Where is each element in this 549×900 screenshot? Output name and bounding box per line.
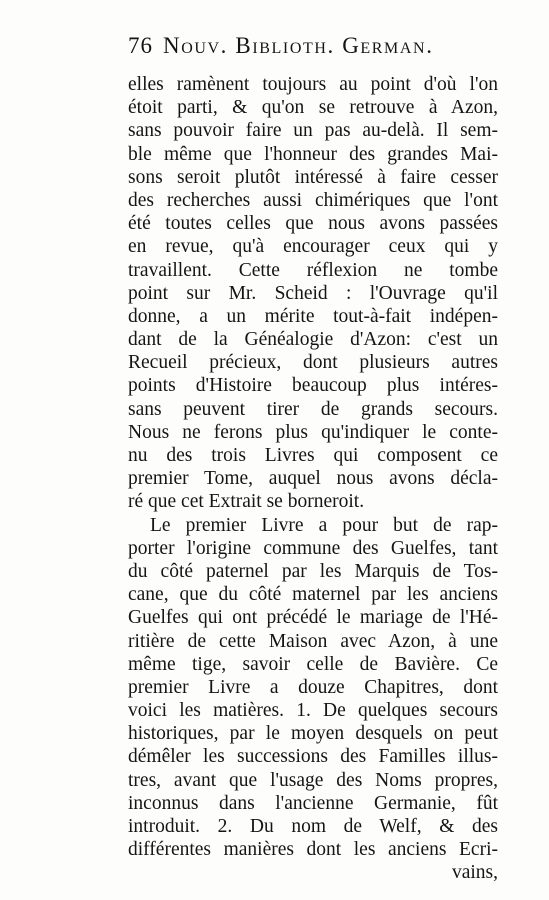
text-line: des recherches aussi chimériques que l'ont: [128, 189, 498, 211]
running-title: Nouv. Biblioth. German.: [163, 33, 434, 58]
text-line: points d'Histoire beaucoup plus intéres-: [128, 375, 498, 397]
text-line: sans pouvoir faire un pas au-delà. Il sem-: [128, 120, 498, 142]
text-line: historiques, par le moyen desquels on peut: [128, 723, 498, 745]
text-line: ritière de cette Maison avec Azon, à une: [128, 630, 498, 652]
text-line: Nous ne ferons plus qu'indiquer le conte-: [128, 421, 498, 443]
running-header: [128, 30, 498, 62]
text-line: dant de la Généalogie d'Azon: c'est un: [128, 329, 498, 351]
text-line: voici les matières. 1. De quelques secours: [128, 700, 498, 722]
page-number: 76: [128, 33, 153, 58]
text-line: en revue, qu'à encourager ceux qui y: [128, 236, 498, 258]
text-line: été toutes celles que nous avons passées: [128, 213, 498, 235]
text-line: ble même que l'honneur des grandes Mai-: [128, 143, 498, 165]
text-line: cane, que du côté maternel par les anciens: [128, 584, 498, 606]
text-line: Guelfes qui ont précédé le mariage de l'Hé-: [128, 607, 498, 629]
text-line: étoit parti, & qu'on se retrouve à Azon,: [128, 97, 498, 119]
text-line: tres, avant que l'usage des Noms propres,: [128, 769, 498, 791]
text-line: premier Tome, auquel nous avons décla-: [128, 468, 498, 490]
text-line: sons seroit plutôt intéressé à faire cesser: [128, 166, 498, 188]
text-line: introduit. 2. Du nom de Welf, & des: [128, 816, 498, 837]
text-line: Recueil précieux, dont plusieurs autres: [128, 352, 498, 374]
text-line: travaillent. Cette réflexion ne tombe: [128, 259, 498, 281]
catchword: vains,: [451, 862, 498, 884]
text-line: inconnus dans l'ancienne Germanie, fût: [128, 792, 498, 814]
text-line: donne, a un mérite tout-à-fait indépen-: [128, 305, 498, 327]
text-line: différentes manières dont les anciens Ecri-: [128, 839, 498, 861]
text-line: sans peuvent tirer de grands secours.: [128, 398, 498, 420]
text-line: porter l'origine commune des Guelfes, tant: [128, 537, 498, 559]
text-line: nu des trois Livres qui composent ce: [128, 445, 498, 466]
text-line: premier Livre a douze Chapitres, dont: [128, 676, 498, 698]
text-line: ré que cet Extrait se borneroit.: [128, 491, 365, 513]
text-line: même tige, savoir celle de Bavière. Ce: [128, 653, 498, 675]
text-body: [128, 73, 498, 885]
text-line: Le premier Livre a pour but de rap-: [150, 514, 498, 536]
text-line: du côté paternel par les Marquis de Tos-: [128, 560, 498, 582]
text-line: démêler les successions des Familles illus-: [128, 746, 498, 768]
text-line: elles ramènent toujours au point d'où l'on: [128, 74, 498, 95]
text-line: point sur Mr. Scheid : l'Ouvrage qu'il: [128, 282, 498, 304]
